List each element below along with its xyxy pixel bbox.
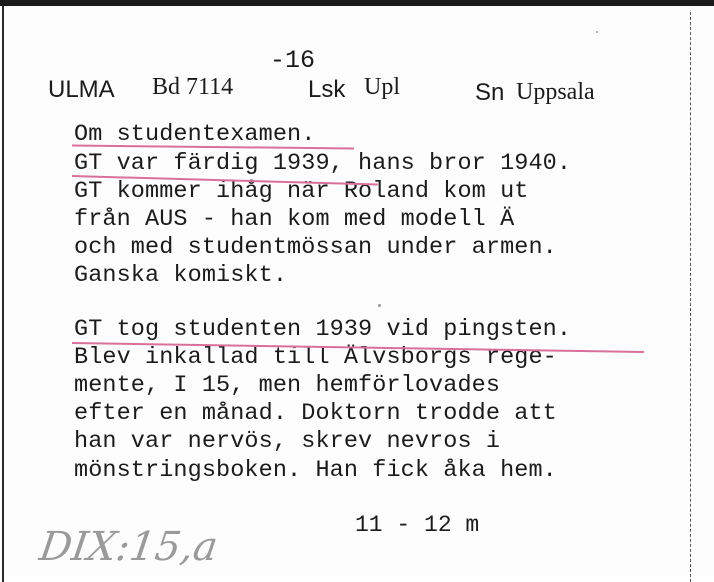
- archive-label: ULMA: [48, 76, 115, 103]
- card-right-fold-line: [690, 12, 691, 582]
- text-line: han var nervös, skrev nevros i: [74, 428, 501, 455]
- parish-label-prefix: Sn: [475, 79, 505, 106]
- text-line: och med studentmössan under armen.: [74, 234, 557, 261]
- paper-speck: [596, 31, 598, 33]
- text-line: Blev inkallad till Älvsborgs rege-: [74, 344, 557, 371]
- text-line: GT tog studenten 1939 vid pingsten.: [74, 316, 572, 343]
- card-left-edge: [2, 6, 4, 582]
- text-line: Ganska komiskt.: [74, 262, 288, 289]
- text-line: från AUS - han kom med modell Ä: [74, 206, 515, 233]
- interview-time: 11 - 12 m: [355, 512, 480, 538]
- volume-label: Bd 7114: [152, 74, 234, 100]
- text-line: Om studentexamen.: [74, 121, 316, 148]
- text-line: GT var färdig 1939, hans bror 1940.: [74, 150, 572, 177]
- region-label-prefix: Lsk: [308, 76, 346, 103]
- text-line: mente, I 15, men hemförlovades: [74, 372, 501, 399]
- region-label: Upl: [364, 74, 400, 100]
- text-line: mönstringsboken. Han fick åka hem.: [74, 457, 557, 484]
- handwritten-archive-code: DIX:15,a: [36, 524, 221, 570]
- text-line: GT kommer ihåg när Roland kom ut: [74, 178, 529, 205]
- text-line: efter en månad. Doktorn trodde att: [74, 400, 557, 427]
- page-number: -16: [270, 46, 316, 75]
- parish-label: Uppsala: [516, 79, 595, 105]
- paper-speck: [378, 304, 381, 307]
